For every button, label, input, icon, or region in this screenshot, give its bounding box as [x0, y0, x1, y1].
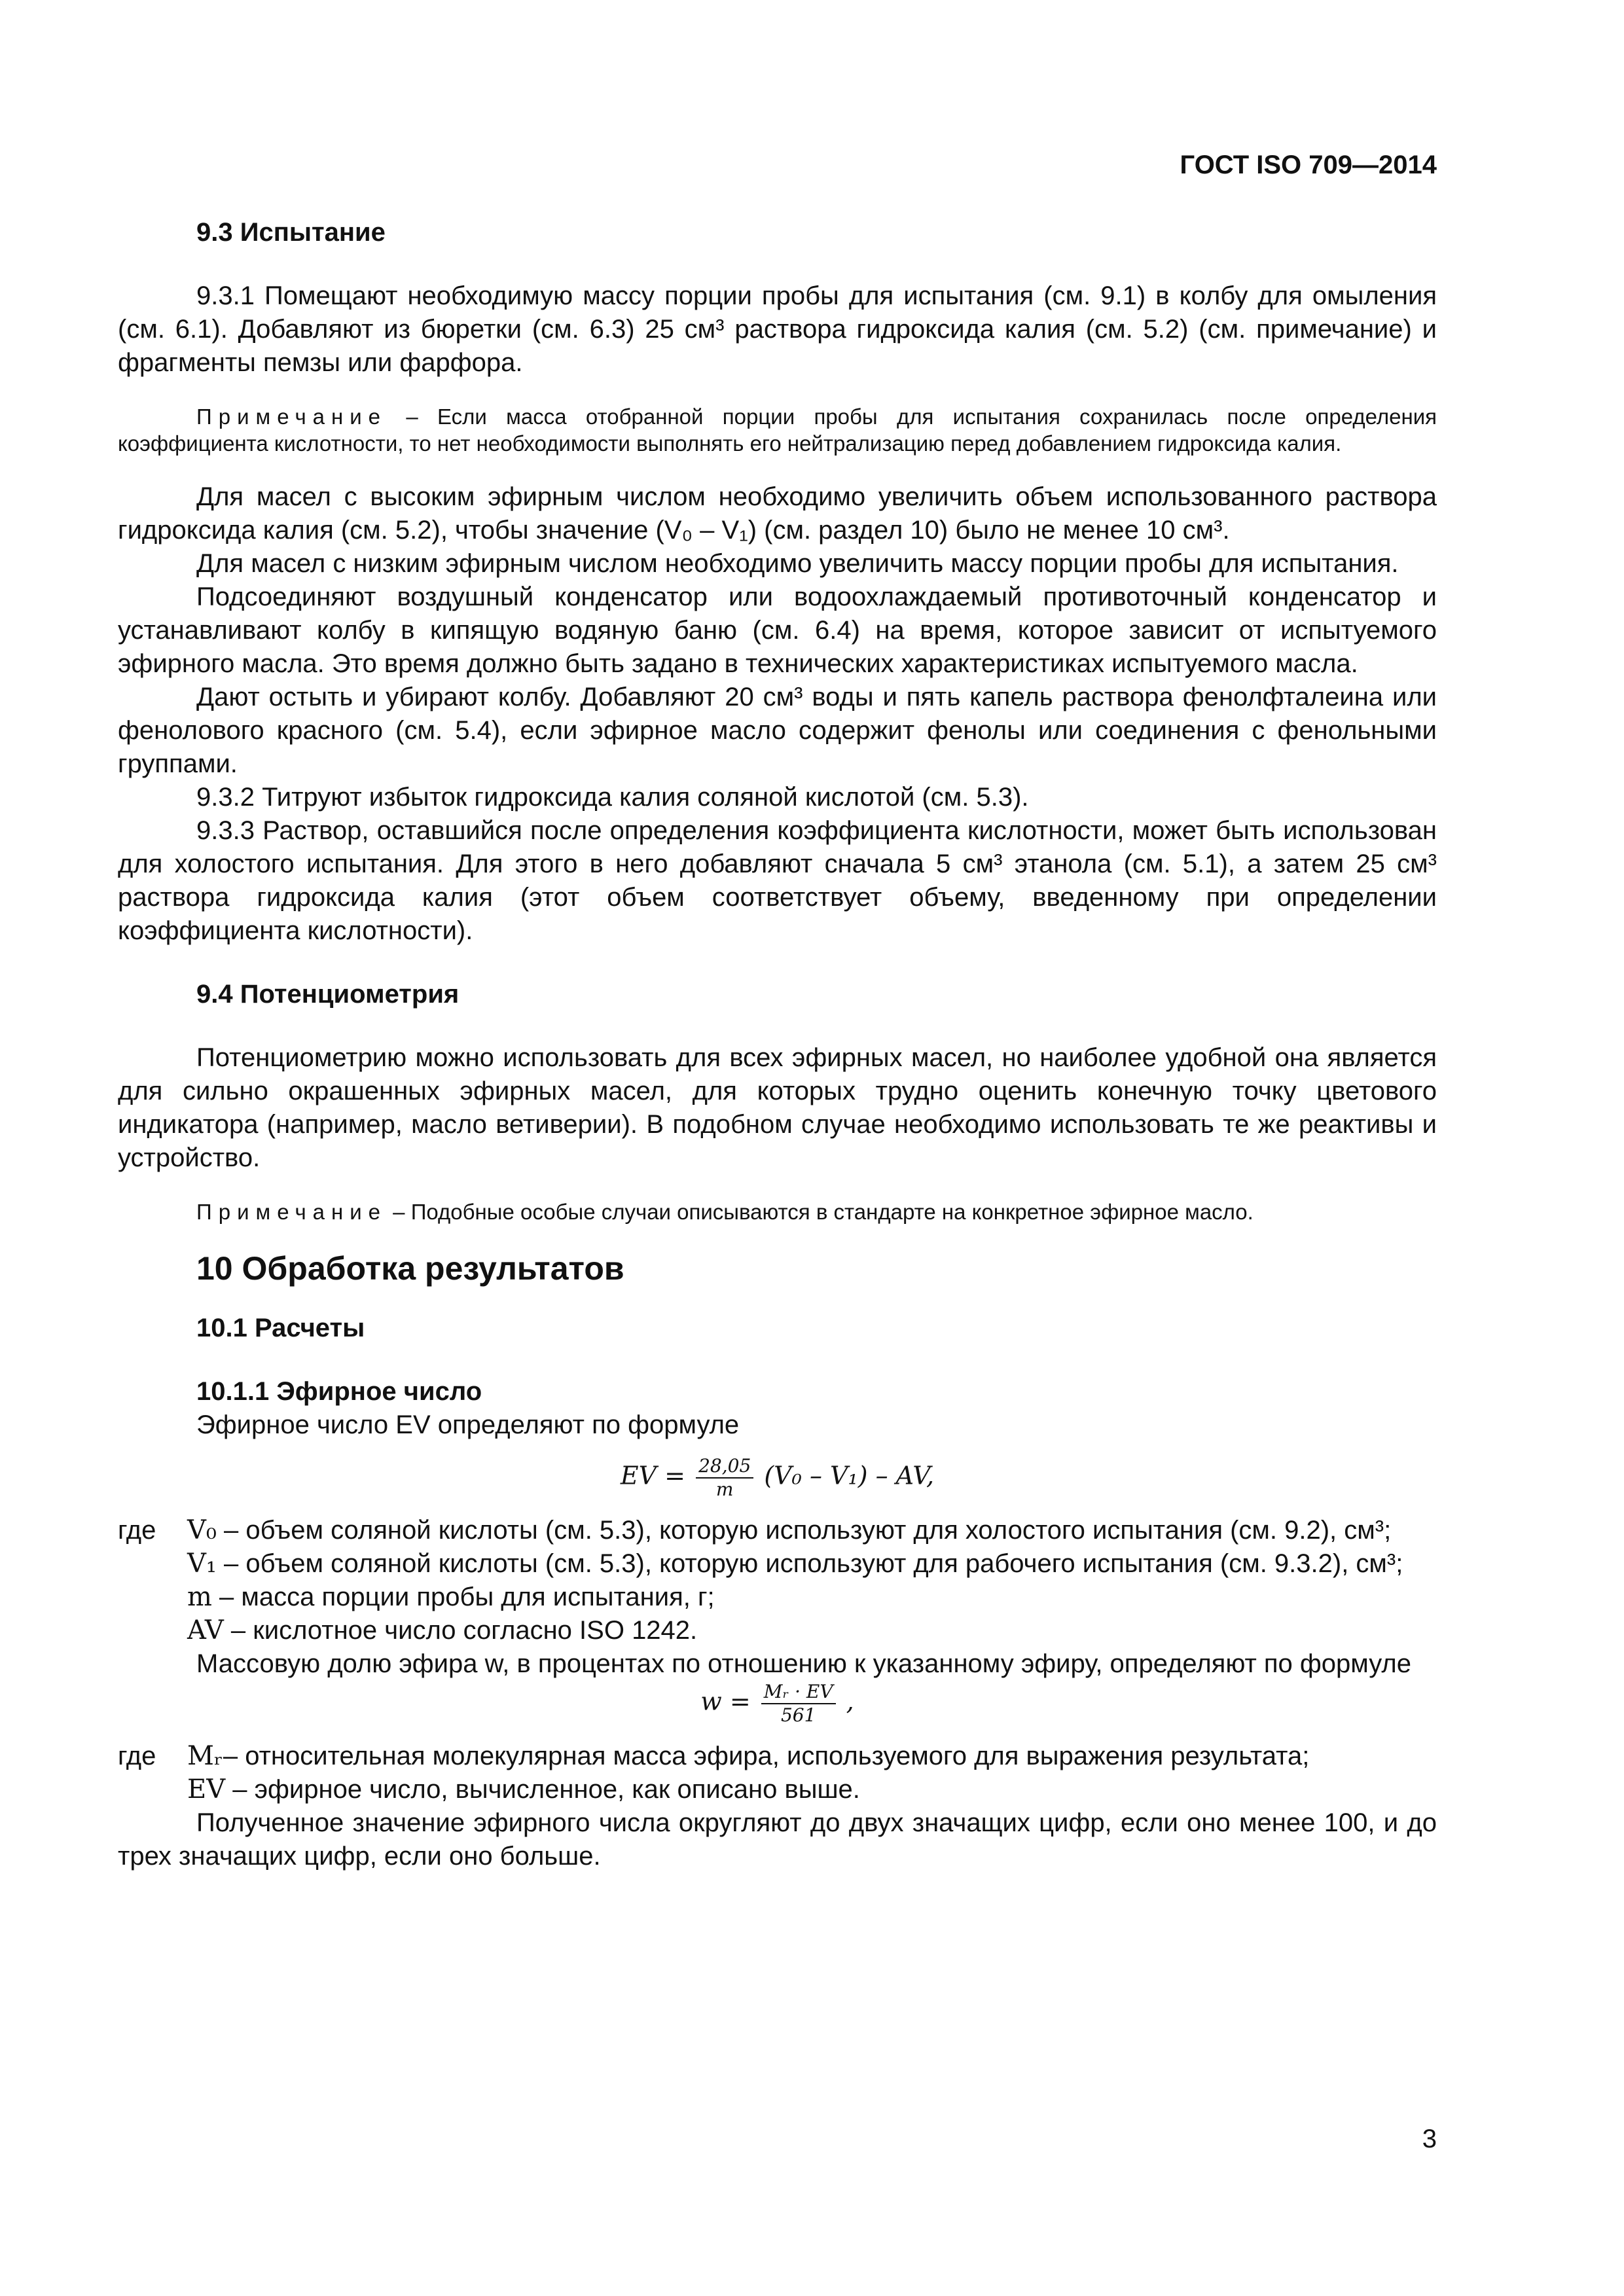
definition: – объем соляной кислоты (см. 5.3), которую используют для рабочего испытания (см. 9.3.2), см³;: [216, 1549, 1403, 1578]
para-high-ester: Для масел с высоким эфирным числом необходимо увеличить объем использованного раствора гидроксида калия (см. 5.2), чтобы значение (V₀ – V₁) (см. раздел 10) было не менее 10 см³.: [118, 482, 1437, 545]
symbol: Mᵣ: [187, 1741, 223, 1771]
fraction-numerator: Mᵣ · EV: [761, 1681, 836, 1704]
para-9-4: Потенциометрию можно использовать для всех эфирных масел, но наиболее удобной она является для сильно окрашенных эфирных масел, для которых трудно оценить конечную точку цветового индикатора (например, масло ветиверии). В подобном случае необходимо использовать те же реактивы и устройство.: [118, 1043, 1437, 1172]
fraction-denominator: m: [715, 1479, 734, 1500]
section-9-4-title: 9.4 Потенциометрия: [196, 980, 460, 1009]
where-list-2: [118, 1740, 1437, 1806]
symbol: V₁: [187, 1549, 217, 1579]
symbol: V₀: [187, 1515, 217, 1545]
formula-lhs: w =: [700, 1687, 751, 1716]
definition: – относительная молекулярная масса эфира, используемого для выражения результата;: [223, 1742, 1310, 1770]
where-item: [187, 1773, 1437, 1806]
para-low-ester: Для масел с низким эфирным числом необходимо увеличить массу порции пробы для испытания.: [196, 549, 1399, 578]
where-item: [187, 1547, 1437, 1581]
para-ev-intro: Эфирное число EV определяют по формуле: [196, 1410, 740, 1439]
para-9-3-1: 9.3.1 Помещают необходимую массу порции пробы для испытания (см. 9.1) в колбу для омыления (см. 6.1). Добавляют из бюретки (см. 6.3) 25 см³ раствора гидроксида калия (см. 5.2) (см. примечание) и фрагменты пемзы или фарфора.: [118, 281, 1437, 377]
definition: – кислотное число согласно ISO 1242.: [223, 1616, 698, 1645]
formula-mass-fraction: [118, 1681, 1437, 1727]
section-10-title: 10 Обработка результатов: [196, 1250, 624, 1287]
formula-fraction: [696, 1455, 753, 1501]
where-item: [187, 1614, 1437, 1647]
note-label: Примечание: [196, 404, 388, 429]
fraction-denominator: 561: [780, 1704, 816, 1726]
where-item: [187, 1514, 1437, 1547]
formula-ester-value: [118, 1455, 1437, 1501]
para-rounding: Полученное значение эфирного числа округляют до двух значащих цифр, если оно менее 100, и до трех значащих цифр, если оно больше.: [118, 1808, 1437, 1871]
where-item: [187, 1740, 1437, 1773]
section-9-3-title: 9.3 Испытание: [196, 218, 386, 247]
formula-fraction: [761, 1681, 836, 1727]
where-label: где: [118, 1742, 156, 1770]
where-list-1: [118, 1514, 1437, 1647]
definition: – эфирное число, вычисленное, как описано выше.: [225, 1775, 860, 1804]
note-text: – Если масса отобранной порции пробы для испытания сохранилась после определения коэффициента кислотности, то нет необходимости выполнять его нейтрализацию перед добавлением гидроксида калия.: [118, 404, 1437, 456]
formula-lhs: EV =: [620, 1461, 685, 1490]
fraction-numerator: 28,05: [696, 1455, 753, 1479]
symbol: AV: [187, 1615, 224, 1645]
section-10-1-1-title: 10.1.1 Эфирное число: [196, 1377, 482, 1406]
para-9-3-2: 9.3.2 Титруют избыток гидроксида калия соляной кислотой (см. 5.3).: [196, 783, 1029, 812]
definition: – объем соляной кислоты (см. 5.3), которую используют для холостого испытания (см. 9.2), см³;: [216, 1516, 1392, 1545]
document-code: ГОСТ ISO 709—2014: [1180, 151, 1437, 179]
formula-rhs: ,: [846, 1687, 854, 1716]
formula-rhs: (V₀ – V₁) – AV,: [764, 1461, 935, 1490]
section-10-1-title: 10.1 Расчеты: [196, 1314, 365, 1342]
para-cooling: Дают остыть и убирают колбу. Добавляют 20 см³ воды и пять капель раствора фенолфталеина или фенолового красного (см. 5.4), если эфирное масло содержит фенолы или соединения с фенольными группами.: [118, 683, 1437, 778]
page-body: [118, 216, 1437, 1873]
note-9-3: [118, 403, 1437, 457]
where-item: [187, 1581, 1437, 1614]
para-mass-fraction: Массовую долю эфира w, в процентах по отношению к указанному эфиру, определяют по формуле: [196, 1649, 1411, 1678]
note-text: – Подобные особые случаи описываются в стандарте на конкретное эфирное масло.: [387, 1200, 1254, 1224]
para-condenser: Подсоединяют воздушный конденсатор или водоохлаждаемый противоточный конденсатор и устанавливают колбу в кипящую водяную баню (см. 6.4) на время, которое зависит от испытуемого эфирного масла. Это время должно быть задано в технических характеристиках испытуемого масла.: [118, 583, 1437, 678]
definition: – масса порции пробы для испытания, г;: [211, 1583, 715, 1611]
page-number: 3: [1422, 2125, 1437, 2153]
para-9-3-3: 9.3.3 Раствор, оставшийся после определения коэффициента кислотности, может быть использован для холостого испытания. Для этого в него добавляют сначала 5 см³ этанола (см. 5.1), а затем 25 см³ раствора гидроксида калия (этот объем соответствует объему, введенному при определении коэффициента кислотности).: [118, 816, 1437, 945]
note-9-4: [118, 1198, 1437, 1225]
symbol: m: [187, 1582, 212, 1612]
symbol: EV: [187, 1774, 226, 1804]
note-label: Примечание: [196, 1200, 388, 1224]
where-label: где: [118, 1516, 156, 1545]
